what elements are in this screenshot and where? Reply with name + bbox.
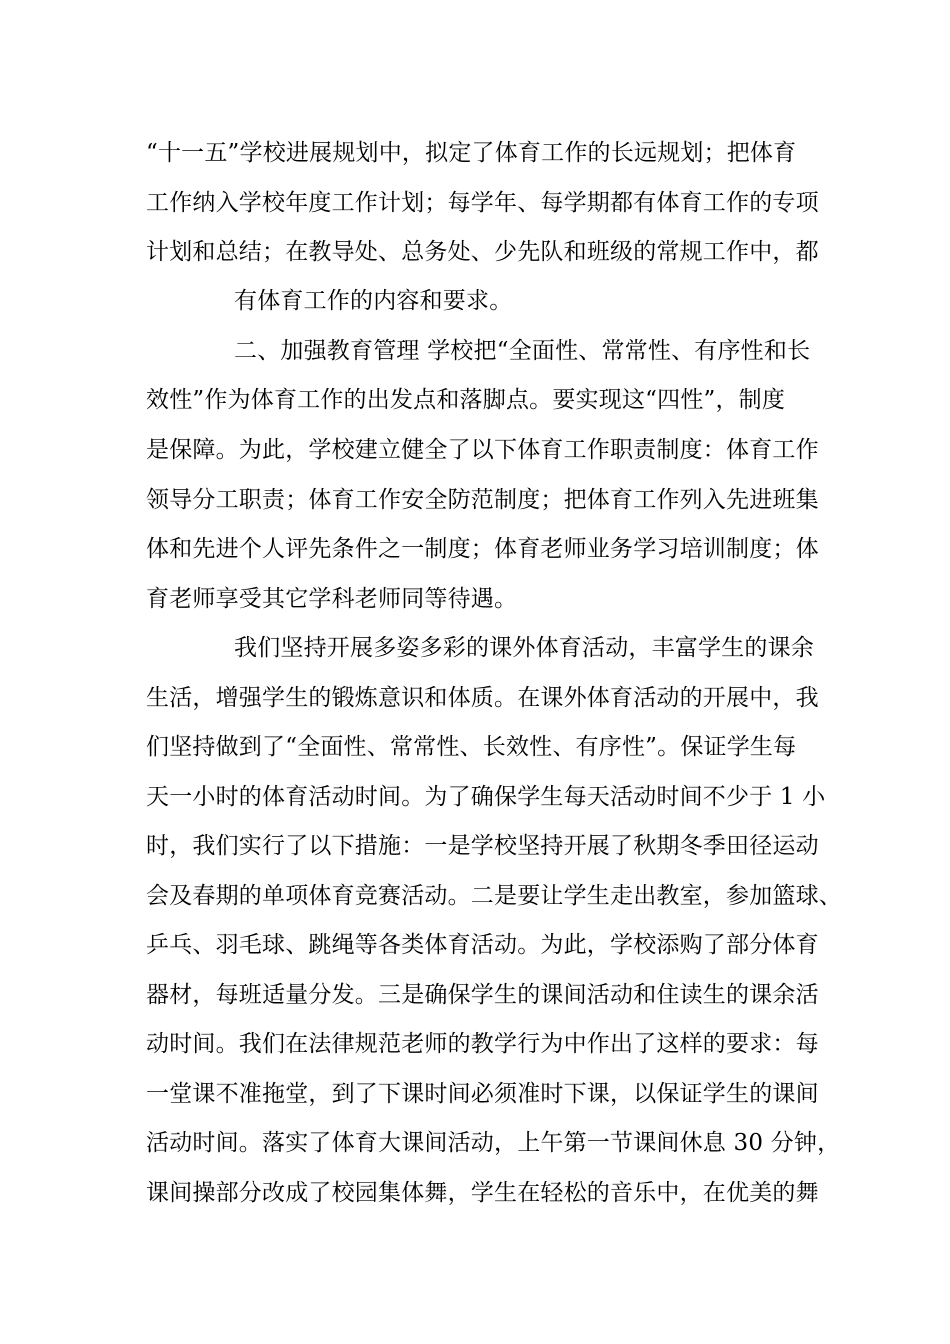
paragraph-line: 效性”作为体育工作的出发点和落脚点。要实现这“四性”，制度 <box>146 387 786 413</box>
paragraph-line: 领导分工职责；体育工作安全防范制度；把体育工作列入先进班集 <box>146 487 819 513</box>
paragraph-line: 乒乓、羽毛球、跳绳等各类体育活动。为此，学校添购了部分体育 <box>146 932 819 958</box>
paragraph-line: 是保障。为此，学校建立健全了以下体育工作职责制度：体育工作 <box>146 437 819 463</box>
paragraph-line: 们坚持做到了“全面性、常常性、长效性、有序性”。保证学生每 <box>146 734 797 760</box>
paragraph-line: 我们坚持开展多姿多彩的课外体育活动，丰富学生的课余 <box>234 635 814 661</box>
section-heading-line: 二、加强教育管理 学校把“全面性、常常性、有序性和长 <box>234 338 811 364</box>
paragraph-line: 会及春期的单项体育竞赛活动。二是要让学生走出教室，参加篮球、 <box>146 883 842 909</box>
paragraph-line: 一堂课不准拖堂，到了下课时间必须准时下课，以保证学生的课间 <box>146 1081 819 1107</box>
paragraph-line: “十一五”学校进展规划中，拟定了体育工作的长远规划；把体育 <box>146 140 797 166</box>
paragraph-line: 天一小时的体育活动时间。为了确保学生每天活动时间不少于 1 小 <box>146 784 826 810</box>
paragraph-line: 活动时间。落实了体育大课间活动，上午第一节课间休息 30 分钟， <box>146 1130 841 1156</box>
paragraph-line: 工作纳入学校年度工作计划；每学年、每学期都有体育工作的专项 <box>146 190 819 216</box>
paragraph-line: 育老师享受其它学科老师同等待遇。 <box>146 586 518 612</box>
paragraph-line: 时，我们实行了以下措施：一是学校坚持开展了秋期冬季田径运动 <box>146 833 819 859</box>
paragraph-line: 动时间。我们在法律规范老师的教学行为中作出了这样的要求：每 <box>146 1031 819 1057</box>
paragraph-line: 器材，每班适量分发。三是确保学生的课间活动和住读生的课余活 <box>146 982 819 1008</box>
paragraph-line: 计划和总结；在教导处、总务处、少先队和班级的常规工作中，都 <box>146 239 819 265</box>
paragraph-line: 生活，增强学生的锻炼意识和体质。在课外体育活动的开展中，我 <box>146 685 819 711</box>
paragraph-line: 有体育工作的内容和要求。 <box>234 288 513 314</box>
paragraph-line: 课间操部分改成了校园集体舞，学生在轻松的音乐中，在优美的舞 <box>146 1180 819 1206</box>
paragraph-line: 体和先进个人评先条件之一制度；体育老师业务学习培训制度；体 <box>146 536 819 562</box>
